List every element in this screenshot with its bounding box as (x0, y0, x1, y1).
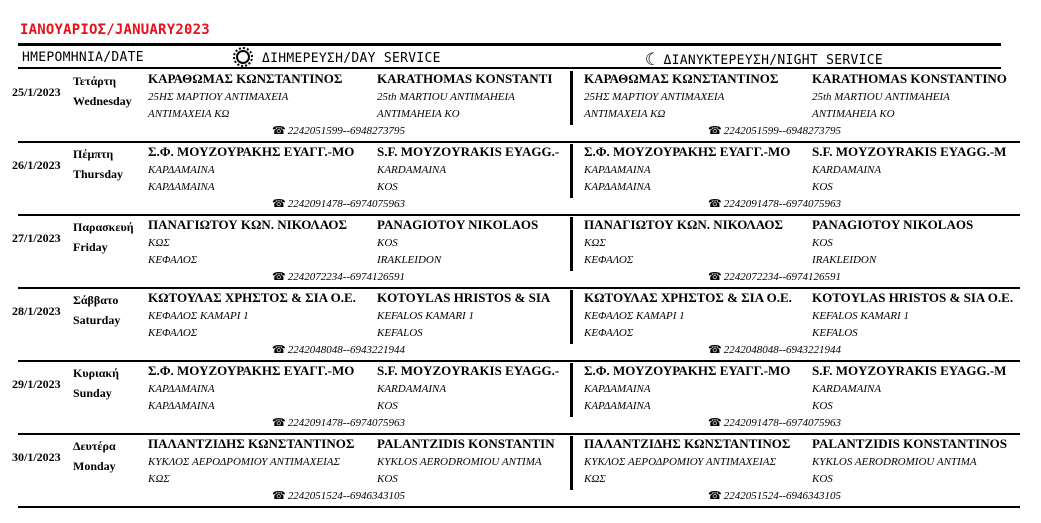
pharmacy-name-gr: ΠΑΝΑΓΙΩΤΟΥ ΚΩΝ. ΝΙΚΟΛΑΟΣ (148, 217, 347, 232)
address-line2-gr: ΚΑΡΔΑΜΑΙΝΑ (584, 181, 651, 193)
phone-number (708, 343, 841, 356)
telephone-icon: ☎ (708, 271, 722, 283)
address-line2-gr: ΚΕΦΑΛΟΣ (148, 254, 198, 266)
phone-text: 2242091478--6974075963 (287, 417, 406, 429)
address-line2-en: KOS (377, 473, 398, 485)
address-line1-gr: 25ΗΣ ΜΑΡΤΙΟΥ ΑΝΤΙΜΑΧΕΙΑ (584, 91, 725, 103)
pharmacy-name-gr: ΠΑΛΑΝΤΖΙΔΗΣ ΚΩΝΣΤΑΝΤΙΝΟΣ (584, 436, 791, 451)
row-date: 30/1/2023 (12, 450, 61, 464)
row-date: 27/1/2023 (12, 231, 61, 245)
address-line1-gr: 25ΗΣ ΜΑΡΤΙΟΥ ΑΝΤΙΜΑΧΕΙΑ (148, 91, 289, 103)
address-line1-gr: ΚΑΡΔΑΜΑΙΝΑ (148, 164, 215, 176)
pharmacy-name-en: S.F. MOYZOYRAKIS EYAGG.-M (812, 363, 1007, 378)
row-date: 25/1/2023 (12, 85, 61, 99)
pharmacy-name-en: PALANTZIDIS KONSTANTINOS (812, 436, 1007, 451)
address-line1-gr: ΚΑΡΔΑΜΑΙΝΑ (148, 383, 215, 395)
address-line1-en: KYKLOS AERODROMIOU ANTIMA (812, 456, 977, 468)
pharmacy-name-gr: Σ.Φ. ΜΟΥΖΟΥΡΑΚΗΣ ΕΥΑΓΓ.-ΜΟ (148, 363, 355, 378)
address-line1-en: 25th MARTIOU ANTIMAHEIA (377, 91, 515, 103)
telephone-icon: ☎ (272, 125, 286, 137)
telephone-icon: ☎ (272, 490, 286, 502)
phone-number (272, 197, 405, 210)
row-date: 28/1/2023 (12, 304, 61, 318)
address-line2-gr: ΚΑΡΔΑΜΑΙΝΑ (148, 181, 215, 193)
header-night-service (645, 50, 883, 70)
phone-text: 2242072234--6974126591 (723, 271, 842, 283)
row-day-gr: Δευτέρα (73, 439, 116, 453)
phone-text: 2242051524--6946343105 (287, 490, 406, 502)
phone-number (708, 270, 841, 283)
address-line2-en: KEFALOS (812, 327, 858, 339)
phone-text: 2242091478--6974075963 (723, 417, 842, 429)
address-line2-gr: ΚΩΣ (584, 473, 606, 485)
moon-icon: ☾ (645, 50, 656, 70)
pharmacy-name-en: PALANTZIDIS KONSTANTIN (377, 436, 555, 451)
phone-text: 2242048048--6943221944 (287, 344, 406, 356)
address-line1-gr: ΚΑΡΔΑΜΑΙΝΑ (584, 164, 651, 176)
table-row (0, 434, 1041, 507)
phone-text: 2242091478--6974075963 (723, 198, 842, 210)
phone-number (272, 489, 405, 502)
address-line1-en: KYKLOS AERODROMIOU ANTIMA (377, 456, 542, 468)
sun-icon (236, 50, 250, 64)
phone-number (272, 270, 405, 283)
service-divider (570, 290, 573, 344)
pharmacy-name-gr: ΚΑΡΑΘΩΜΑΣ ΚΩΝΣΤΑΝΤΙΝΟΣ (148, 71, 343, 86)
telephone-icon: ☎ (272, 417, 286, 429)
pharmacy-name-en: KOTOYLAS HRISTOS & SIA (377, 290, 551, 305)
pharmacy-name-gr: Σ.Φ. ΜΟΥΖΟΥΡΑΚΗΣ ΕΥΑΓΓ.-ΜΟ (584, 144, 791, 159)
address-line2-gr: ΚΩΣ (148, 473, 170, 485)
address-line2-gr: ΚΑΡΔΑΜΑΙΝΑ (584, 400, 651, 412)
row-rule (18, 506, 1020, 508)
row-day-gr: Τετάρτη (73, 74, 117, 88)
address-line1-gr: ΚΕΦΑΛΟΣ ΚΑΜΑΡΙ 1 (148, 310, 249, 322)
address-line2-en: IRAKLEIDON (377, 254, 442, 266)
pharmacy-name-gr: Σ.Φ. ΜΟΥΖΟΥΡΑΚΗΣ ΕΥΑΓΓ.-ΜΟ (148, 144, 355, 159)
pharmacy-name-gr: ΚΩΤΟΥΛΑΣ ΧΡΗΣΤΟΣ & ΣΙΑ Ο.Ε. (148, 290, 356, 305)
service-divider (570, 217, 573, 271)
header-day-service (236, 50, 441, 66)
service-divider (570, 71, 573, 125)
table-row (0, 361, 1041, 434)
row-day-en: Saturday (73, 313, 121, 327)
pharmacy-name-gr: ΠΑΝΑΓΙΩΤΟΥ ΚΩΝ. ΝΙΚΟΛΑΟΣ (584, 217, 783, 232)
pharmacy-name-en: KARATHOMAS KONSTANTI (377, 71, 553, 86)
telephone-icon: ☎ (708, 125, 722, 137)
header-day-label: ΔΙΗΜΕΡΕΥΣΗ/DAY SERVICE (262, 51, 441, 66)
pharmacy-name-en: KARATHOMAS KONSTANTINO (812, 71, 1007, 86)
address-line1-en: KARDAMAINA (812, 164, 882, 176)
pharmacy-name-en: S.F. MOYZOYRAKIS EYAGG.- (377, 144, 560, 159)
page-title: ΙΑΝΟΥΑΡΙΟΣ/JANUARY2023 (20, 22, 210, 38)
table-row (0, 215, 1041, 288)
service-divider (570, 144, 573, 198)
address-line1-gr: ΚΥΚΛΟΣ ΑΕΡΟΔΡΟΜΙΟΥ ΑΝΤΙΜΑΧΕΙΑΣ (148, 456, 340, 468)
table-row (0, 142, 1041, 215)
address-line1-gr: ΚΕΦΑΛΟΣ ΚΑΜΑΡΙ 1 (584, 310, 685, 322)
phone-number (708, 489, 841, 502)
service-divider (570, 436, 573, 490)
address-line2-en: IRAKLEIDON (812, 254, 877, 266)
phone-text: 2242072234--6974126591 (287, 271, 406, 283)
address-line1-en: KARDAMAINA (812, 383, 882, 395)
address-line2-gr: ΚΑΡΔΑΜΑΙΝΑ (148, 400, 215, 412)
address-line2-en: KOS (812, 181, 833, 193)
address-line2-gr: ΑΝΤΙΜΑΧΕΙΑ ΚΩ (584, 108, 666, 120)
address-line1-en: KOS (377, 237, 398, 249)
address-line1-gr: ΚΑΡΔΑΜΑΙΝΑ (584, 383, 651, 395)
phone-text: 2242091478--6974075963 (287, 198, 406, 210)
phone-number (272, 343, 405, 356)
telephone-icon: ☎ (708, 344, 722, 356)
phone-number (272, 416, 405, 429)
header-top-rule (18, 43, 1001, 46)
telephone-icon: ☎ (708, 198, 722, 210)
address-line1-en: KEFALOS KAMARI 1 (812, 310, 909, 322)
address-line1-gr: ΚΩΣ (148, 237, 170, 249)
phone-number (272, 124, 405, 137)
telephone-icon: ☎ (272, 198, 286, 210)
pharmacy-name-en: S.F. MOYZOYRAKIS EYAGG.- (377, 363, 560, 378)
service-divider (570, 363, 573, 417)
phone-text: 2242051599--6948273795 (723, 125, 842, 137)
row-day-en: Thursday (73, 167, 124, 181)
address-line1-en: KEFALOS KAMARI 1 (377, 310, 474, 322)
address-line2-gr: ΚΕΦΑΛΟΣ (584, 327, 634, 339)
phone-text: 2242051599--6948273795 (287, 125, 406, 137)
address-line2-en: ANTIMAHEIA KO (377, 108, 460, 120)
phone-text: 2242048048--6943221944 (723, 344, 842, 356)
address-line2-gr: ΚΕΦΑΛΟΣ (148, 327, 198, 339)
telephone-icon: ☎ (272, 271, 286, 283)
address-line2-en: KOS (377, 181, 398, 193)
pharmacy-name-gr: ΚΑΡΑΘΩΜΑΣ ΚΩΝΣΤΑΝΤΙΝΟΣ (584, 71, 779, 86)
header-date-label: ΗΜΕΡΟΜΗΝΙΑ/DATE (22, 50, 144, 65)
telephone-icon: ☎ (708, 417, 722, 429)
pharmacy-name-en: KOTOYLAS HRISTOS & SIA O.E. (812, 290, 1014, 305)
address-line1-gr: ΚΩΣ (584, 237, 606, 249)
address-line1-en: 25th MARTIOU ANTIMAHEIA (812, 91, 950, 103)
row-day-en: Friday (73, 240, 108, 254)
row-day-en: Wednesday (73, 94, 132, 108)
row-day-gr: Πέμπτη (73, 147, 114, 161)
pharmacy-name-en: PANAGIOTOY NIKOLAOS (812, 217, 974, 232)
address-line2-en: KOS (812, 400, 833, 412)
phone-number (708, 124, 841, 137)
pharmacy-name-gr: ΚΩΤΟΥΛΑΣ ΧΡΗΣΤΟΣ & ΣΙΑ Ο.Ε. (584, 290, 792, 305)
row-day-gr: Σάββατο (73, 293, 119, 307)
telephone-icon: ☎ (708, 490, 722, 502)
header-night-label: ΔΙΑΝΥΚΤΕΡΕΥΣΗ/NIGHT SERVICE (663, 53, 883, 68)
table-row (0, 69, 1041, 142)
phone-number (708, 197, 841, 210)
address-line1-en: KARDAMAINA (377, 164, 447, 176)
pharmacy-name-gr: ΠΑΛΑΝΤΖΙΔΗΣ ΚΩΝΣΤΑΝΤΙΝΟΣ (148, 436, 355, 451)
phone-number (708, 416, 841, 429)
pharmacy-name-en: PANAGIOTOY NIKOLAOS (377, 217, 539, 232)
row-day-gr: Παρασκευή (73, 220, 134, 234)
table-row (0, 288, 1041, 361)
address-line2-gr: ΚΕΦΑΛΟΣ (584, 254, 634, 266)
row-day-en: Monday (73, 459, 116, 473)
address-line2-en: ANTIMAHEIA KO (812, 108, 895, 120)
row-date: 29/1/2023 (12, 377, 61, 391)
address-line2-en: KEFALOS (377, 327, 423, 339)
pharmacy-name-gr: Σ.Φ. ΜΟΥΖΟΥΡΑΚΗΣ ΕΥΑΓΓ.-ΜΟ (584, 363, 791, 378)
row-day-gr: Κυριακή (73, 366, 119, 380)
address-line1-gr: ΚΥΚΛΟΣ ΑΕΡΟΔΡΟΜΙΟΥ ΑΝΤΙΜΑΧΕΙΑΣ (584, 456, 776, 468)
address-line2-gr: ΑΝΤΙΜΑΧΕΙΑ ΚΩ (148, 108, 230, 120)
row-date: 26/1/2023 (12, 158, 61, 172)
pharmacy-name-en: S.F. MOYZOYRAKIS EYAGG.-M (812, 144, 1007, 159)
address-line1-en: KARDAMAINA (377, 383, 447, 395)
row-day-en: Sunday (73, 386, 112, 400)
telephone-icon: ☎ (272, 344, 286, 356)
address-line2-en: KOS (812, 473, 833, 485)
address-line2-en: KOS (377, 400, 398, 412)
phone-text: 2242051524--6946343105 (723, 490, 842, 502)
address-line1-en: KOS (812, 237, 833, 249)
